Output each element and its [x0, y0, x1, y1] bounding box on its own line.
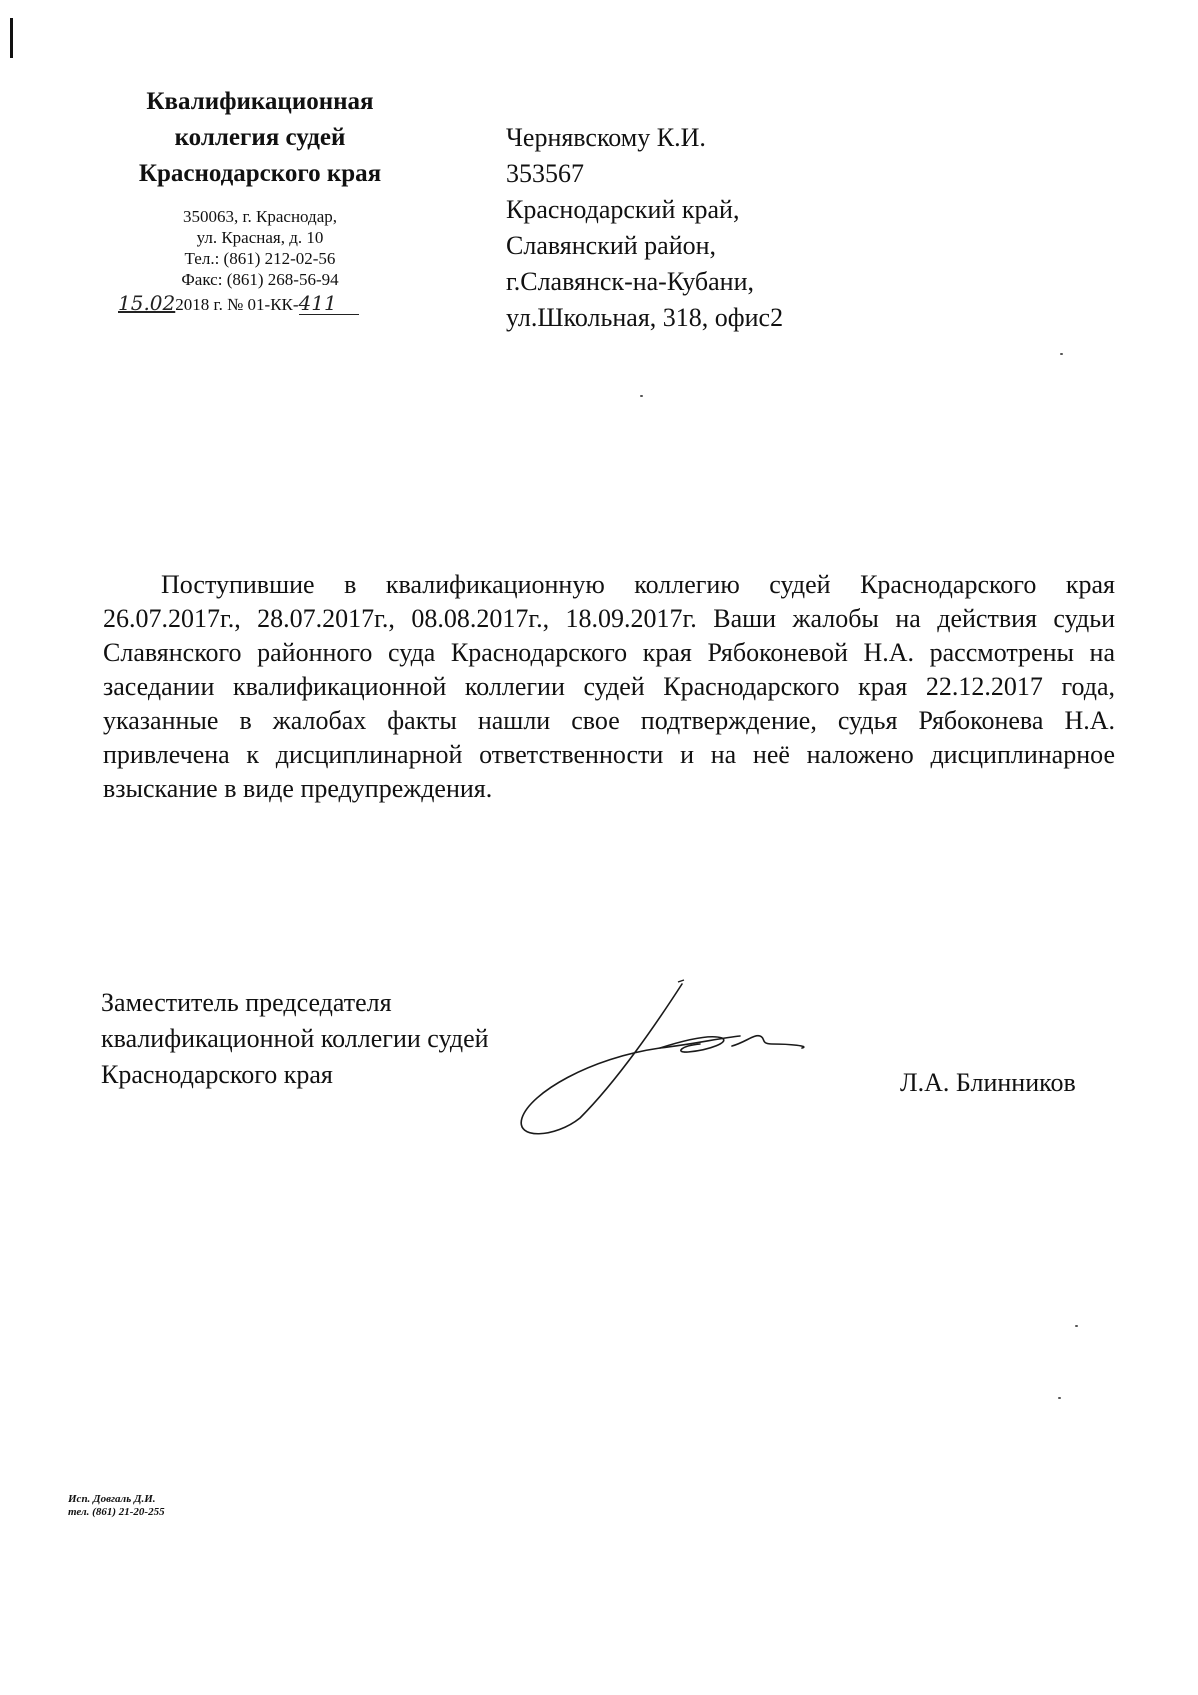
- scan-speck: [1075, 1325, 1078, 1327]
- executor-phone: тел. (861) 21-20-255: [68, 1506, 165, 1518]
- position-line: квалификационной коллегии судей: [101, 1024, 489, 1053]
- recipient-district: Славянский район,: [506, 231, 717, 260]
- fax-line: Факс: (861) 268-56-94: [181, 270, 339, 289]
- handwritten-signature: [510, 978, 870, 1143]
- sender-address: [110, 206, 410, 290]
- address-line: 350063, г. Краснодар,: [182, 207, 338, 226]
- address-line: ул. Красная, д. 10: [196, 228, 324, 247]
- recipient-street: ул.Школьная, 318, офис2: [506, 303, 784, 332]
- position-line: Заместитель председателя: [101, 988, 392, 1017]
- position-line: Краснодарского края: [101, 1060, 333, 1089]
- signer-name: Л.А. Блинников: [900, 1068, 1076, 1097]
- executor-footer: [68, 1493, 165, 1519]
- org-name-line: коллегия судей: [174, 124, 346, 151]
- handwritten-date: 15.02: [118, 291, 176, 315]
- recipient-region: Краснодарский край,: [506, 195, 740, 224]
- scan-speck: [640, 395, 643, 397]
- handwritten-reg-number: 411: [299, 292, 359, 315]
- org-name-line: Краснодарского края: [138, 160, 382, 187]
- scan-edge-mark: [10, 18, 13, 58]
- signatory-position: [101, 985, 489, 1093]
- registration-text: 2018 г. № 01-КК-: [175, 295, 299, 314]
- recipient-postcode: 353567: [506, 159, 584, 188]
- executor-name: Исп. Довгаль Д.И.: [68, 1493, 156, 1505]
- phone-line: Тел.: (861) 212-02-56: [184, 249, 336, 268]
- registration-line: [110, 292, 410, 316]
- sender-block: [110, 84, 410, 316]
- org-name-line: Квалификационная: [146, 88, 374, 115]
- scan-speck: [1060, 353, 1063, 355]
- scan-speck: [1058, 1397, 1061, 1399]
- recipient-name: Чернявскому К.И.: [506, 123, 706, 152]
- recipient-block: [506, 120, 783, 336]
- letter-body: Поступившие в квалификационную коллегию судей Краснодарского края 26.07.2017г., 28.07.2017г., 08.08.2017г., 18.09.2017г. Ваши жалобы на действия судьи Славянского районного суда Краснодарского края Рябоконевой Н.А. рассмотрены на заседании квалификационной коллегии судей Краснодарского края 22.12.2017 года, указанные в жалобах факты нашли свое подтверждение, судья Рябоконева Н.А. привлечена к дисциплинарной ответственности и на неё наложено дисциплинарное взыскание в виде предупреждения.: [103, 570, 1115, 803]
- recipient-city: г.Славянск-на-Кубани,: [506, 267, 754, 296]
